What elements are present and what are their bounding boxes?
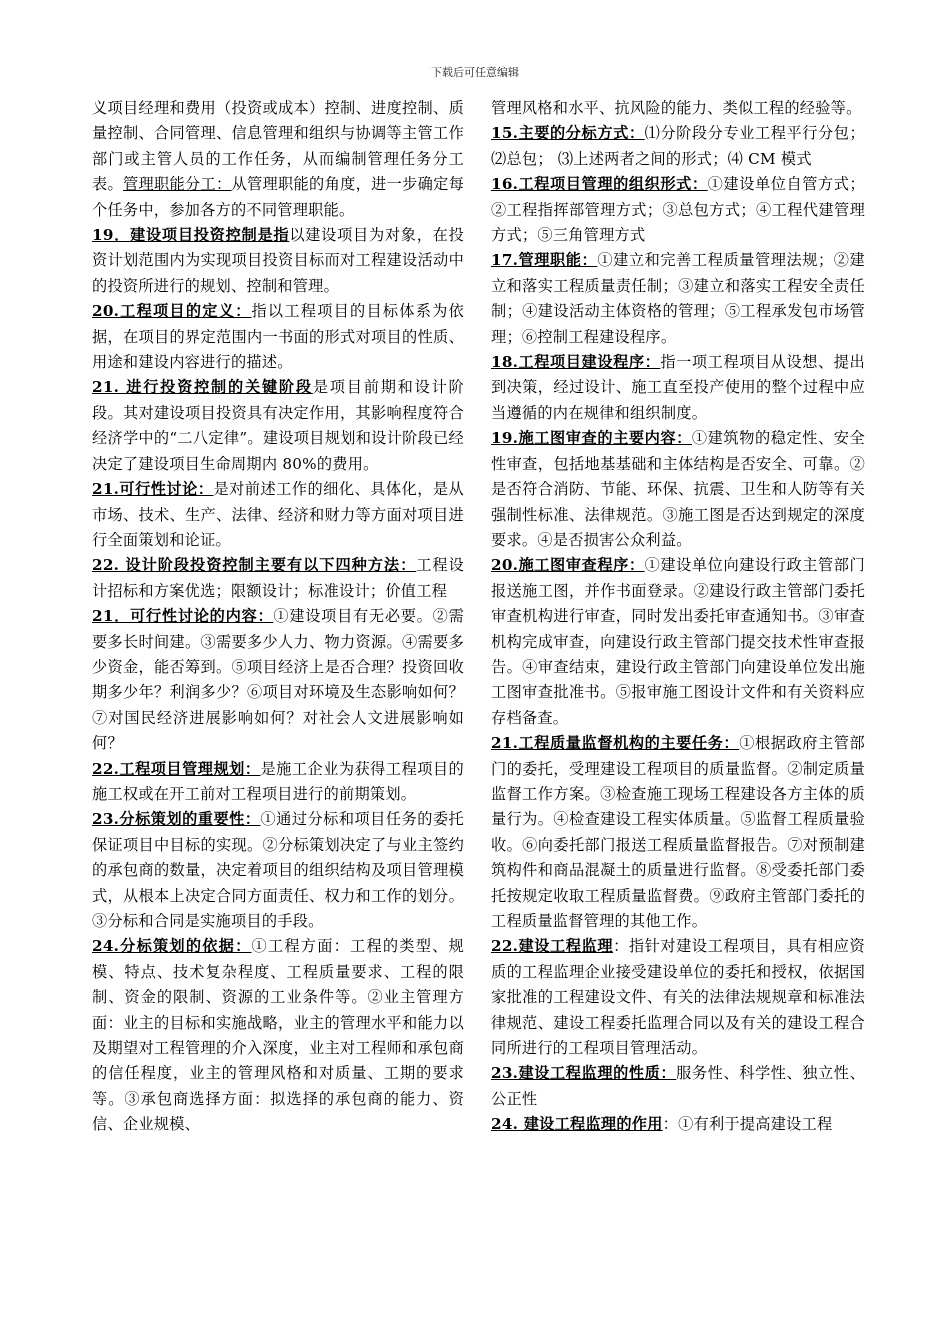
- paragraph-text: ①通过分标和项目任务的委托保证项目中目标的实现。②分标策划决定了与业主签约的承包商的数量，决定着项目的组织结构及项目管理模式，从根本上决定合同方面责任、权力和工作的划分。③分标和合同是实施项目的手段。: [92, 810, 464, 930]
- term-label: 22.建设工程监理: [491, 937, 614, 956]
- paragraph-text: ①建筑物的稳定性、安全性审查，包括地基基础和主体结构是否安全、可靠。②是否符合消防、节能、环保、抗震、卫生和人防等有关强制性标准、法律规范。③施工图是否达到规定的深度要求。④是否损害公众利益。: [491, 429, 865, 549]
- paragraph-text: 服务性、科学性、独立性、公正性: [491, 1064, 866, 1108]
- term-label: 管理职能分工：: [123, 175, 232, 194]
- page-header: 下载后可任意编辑: [431, 66, 519, 79]
- paragraph: [491, 1112, 865, 1137]
- paragraph: [92, 604, 464, 756]
- term-label: 20.施工图审查程序：: [491, 556, 645, 575]
- paragraph-text: 是项目前期和设计阶段。其对建设项目投资具有决定作用，其影响程度符合经济学中的“二八定律”。建设项目规划和设计阶段已经决定了建设项目生命周期内 80%的费用。: [92, 378, 464, 473]
- term-label: 21. 进行投资控制的关键阶段: [92, 378, 313, 397]
- paragraph: [92, 934, 464, 1137]
- paragraph-text: 工程设计招标和方案优选；限额设计；标准设计；价值工程: [92, 556, 464, 600]
- paragraph: [491, 121, 865, 172]
- paragraph: [491, 96, 865, 121]
- paragraph-text: 指以工程项目的目标体系为依据，在项目的界定范围内一书面的形式对项目的性质、用途和建设内容进行的描述。: [92, 302, 464, 372]
- paragraph: [491, 248, 865, 350]
- term-label: 24. 建设工程监理的作用: [491, 1115, 663, 1134]
- term-label: 17.管理职能：: [491, 251, 598, 270]
- paragraph-text: ①建立和完善工程质量管理法规；②建立和落实工程质量责任制；③建立和落实工程安全责任制；④建设活动主体资格的管理；⑤工程承发包市场管理；⑥控制工程建设程序。: [491, 251, 865, 346]
- term-label: 23.分标策划的重要性：: [92, 810, 261, 829]
- paragraph-text: ：①有利于提高建设工程: [662, 1115, 833, 1134]
- paragraph-text: ①建设单位自管方式；②工程指挥部管理方式；③总包方式；④工程代建管理方式；⑤三角管理方式: [491, 175, 865, 245]
- paragraph-text: ⑴分阶段分专业工程平行分包；⑵总包； ⑶上述两者之间的形式；⑷ CM 模式: [491, 124, 865, 168]
- paragraph: [92, 757, 464, 808]
- paragraph: [92, 375, 464, 477]
- paragraph-text: ：指针对建设工程项目，具有相应资质的工程监理企业接受建设单位的委托和授权，依据国家批准的工程建设文件、有关的法律法规规章和标准法律规范、建设工程委托监理合同以及有关的建设工程合同所进行的工程项目管理活动。: [491, 937, 865, 1058]
- term-label: 22.工程项目管理规划：: [92, 759, 261, 778]
- term-label: 19.施工图审查的主要内容：: [491, 429, 692, 448]
- term-label: 15.主要的分标方式：: [491, 124, 645, 143]
- term-label: 20.工程项目的定义：: [92, 302, 252, 321]
- paragraph-text: 义项目经理和费用（投资或成本）控制、进度控制、质量控制、合同管理、信息管理和组织与协调等主管工作部门或主管人员的工作任务，从而编制管理任务分工表。: [92, 99, 464, 194]
- paragraph: [92, 223, 464, 299]
- term-label: 23.建设工程监理的性质：: [491, 1064, 677, 1083]
- paragraph-text: 管理风格和水平、抗风险的能力、类似工程的经验等。: [491, 99, 862, 117]
- paragraph: [491, 553, 865, 731]
- term-label: 21.可行性讨论：: [92, 480, 214, 499]
- right-column: [491, 96, 865, 1138]
- term-label: 24.分标策划的依据：: [92, 937, 252, 956]
- paragraph: [92, 299, 464, 375]
- paragraph-text: ①根据政府主管部门的委托，受理建设工程项目的质量监督。②制定质量监督工作方案。③检查施工现场工程建设各方主体的质量行为。④检查建设工程实体质量。⑤监督工程质量验收。⑥向委托部门报送工程质量监督报告。⑦对预制建筑构件和商品混凝土的质量进行监督。⑧受委托部门委托按规定收取工程质量监督费。⑨政府主管部门委托的工程质量监督管理的其他工作。: [491, 734, 865, 930]
- paragraph-text: 是对前述工作的细化、具体化，是从市场、技术、生产、法律、经济和财力等方面对项目进行全面策划和论证。: [92, 480, 464, 549]
- term-label: 21.工程质量监督机构的主要任务：: [491, 734, 740, 753]
- paragraph-text: 从管理职能的角度，进一步确定每个任务中，参加各方的不同管理职能。: [92, 175, 465, 219]
- paragraph-text: 以建设项目为对象，在投资计划范围内为实现项目投资目标而对工程建设活动中的投资所进行的规划、控制和管理。: [92, 226, 465, 295]
- paragraph-text: ①建设单位向建设行政主管部门报送施工图，并作书面登录。②建设行政主管部门委托审查机构进行审查，同时发出委托审查通知书。③审查机构完成审查，向建设行政主管部门提交技术性审查报告。④审查结束，建设行政主管部门向建设单位发出施工图审查批准书。⑤报审施工图设计文件和有关资料应存档备查。: [491, 556, 865, 727]
- term-label: 22. 设计阶段投资控制主要有以下四种方法：: [92, 556, 417, 575]
- paragraph: [491, 1061, 865, 1112]
- paragraph: [92, 477, 464, 553]
- paragraph-text: 是施工企业为获得工程项目的施工权或在开工前对工程项目进行的前期策划。: [92, 759, 464, 803]
- paragraph: [491, 172, 865, 248]
- paragraph: [491, 350, 865, 426]
- left-column: [92, 96, 464, 1138]
- paragraph-text: 指一项工程项目从设想、提出到决策，经过设计、施工直至投产使用的整个过程中应当遵循的内在规律和组织制度。: [491, 353, 865, 422]
- paragraph: [491, 731, 865, 934]
- term-label: 16.工程项目管理的组织形式：: [491, 175, 708, 194]
- term-label: 21．可行性讨论的内容：: [92, 607, 274, 626]
- paragraph: [491, 426, 865, 553]
- paragraph: [92, 807, 464, 934]
- paragraph: [92, 96, 464, 223]
- term-label: 19．建设项目投资控制是指: [92, 226, 290, 245]
- paragraph-text: ①建设项目有无必要。②需要多长时间建。③需要多少人力、物力资源。④需要多少资金，能否筹到。⑤项目经济上是否合理？投资回收期多少年？利润多少？⑥项目对环境及生态影响如何？⑦对国民经济进展影响如何？对社会人文进展影响如何？: [92, 607, 465, 753]
- paragraph: [491, 934, 865, 1061]
- paragraph-text: ①工程方面：工程的类型、规模、特点、技术复杂程度、工程质量要求、工程的限制、资金的限制、资源的工业条件等。②业主管理方面：业主的目标和实施战略，业主的管理水平和能力以及期望对工程管理的介入深度，业主对工程师和承包商的信任程度，业主的管理风格和对质量、工期的要求等。③承包商选择方面：拟选择的承包商的能力、资信、企业规模、: [92, 937, 464, 1134]
- paragraph: [92, 553, 464, 604]
- term-label: 18.工程项目建设程序：: [491, 353, 661, 372]
